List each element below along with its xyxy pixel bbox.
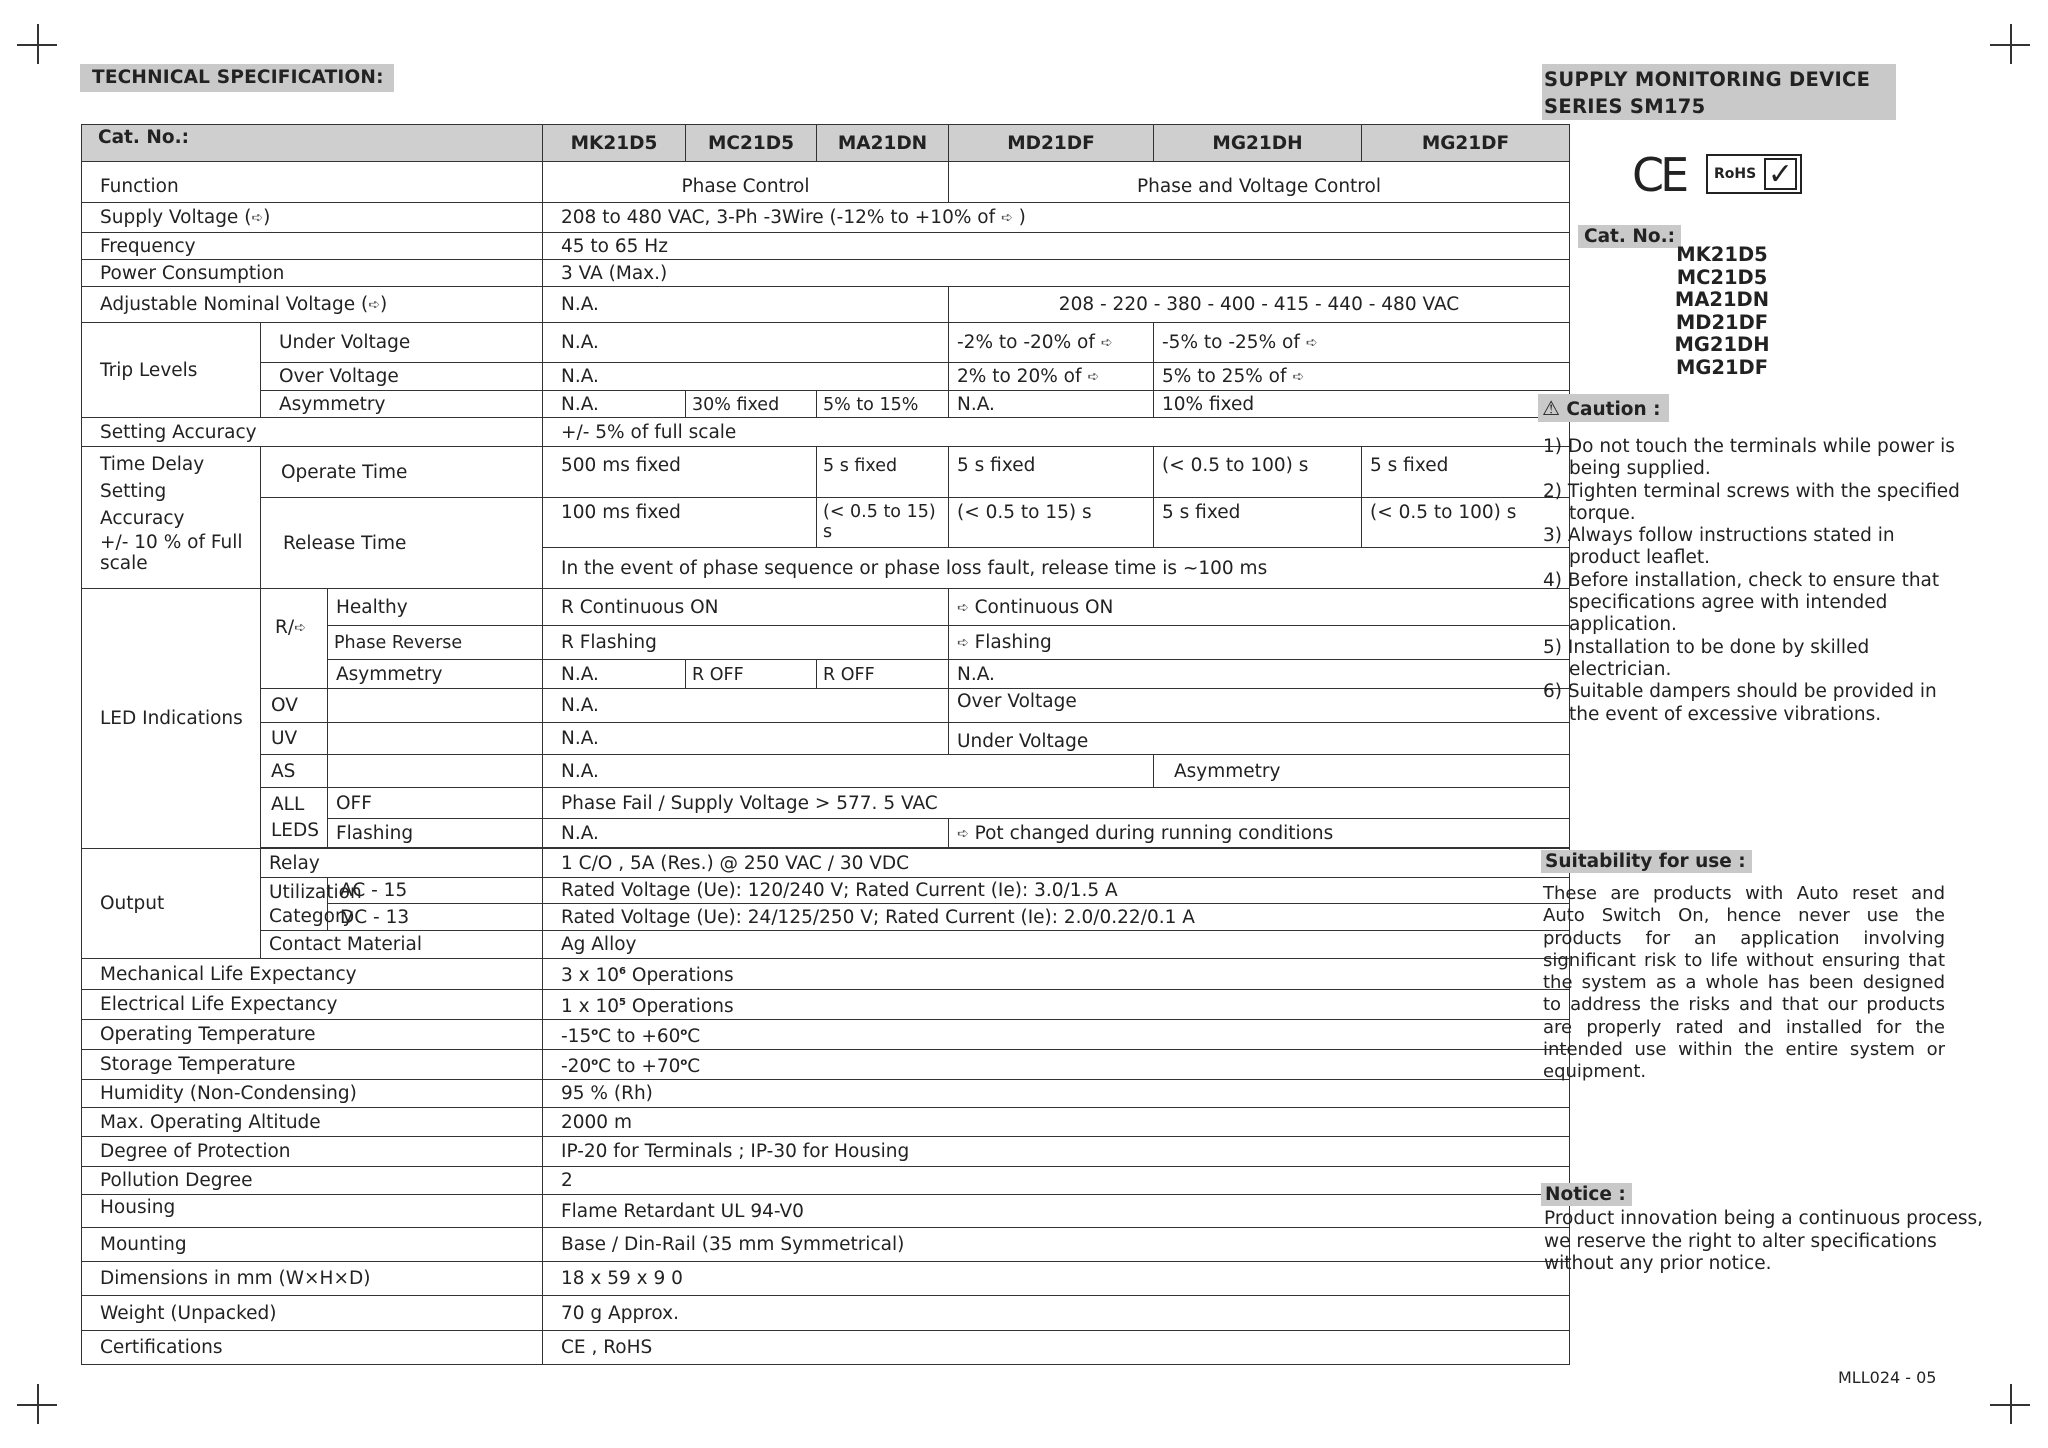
cell: 30% fixed [686, 391, 817, 418]
cell: +/- 5% of full scale [543, 418, 1570, 447]
table-row [82, 589, 1570, 626]
cell: -15$^o$C to $+60^oC$ [543, 1020, 1570, 1050]
table-row [82, 1262, 1570, 1296]
sub-label: OV [261, 689, 328, 723]
list-item: 6) Suitable dampers should be provided in the event of excessive vibrations. [1543, 681, 1937, 725]
rohs-mark-icon [1706, 154, 1802, 194]
cell [328, 723, 543, 755]
cell: R Continuous ON [543, 589, 949, 626]
arrow-icon: ➪ [1100, 335, 1113, 351]
sub-label: Phase Reverse [328, 626, 543, 660]
table-row [82, 447, 1570, 498]
table-row [82, 1296, 1570, 1331]
cell: Asymmetry [1154, 755, 1570, 788]
cell: R OFF [686, 660, 817, 689]
model-header: MG21DF [1362, 125, 1570, 162]
row-label: Adjustable Nominal Voltage (➪) [82, 287, 543, 323]
cell: 208 to 480 VAC, 3-Ph -3Wire (-12% to +10% of ➪ ) [543, 203, 1570, 233]
cell: 2 [543, 1167, 1570, 1195]
cell: N.A. [543, 819, 949, 848]
list-item: 3) Always follow instructions stated in product leaflet. [1543, 525, 1895, 569]
sub-label: Over Voltage [261, 363, 543, 391]
sub-label: Healthy [328, 589, 543, 626]
table-row [82, 1195, 1570, 1228]
list-item: 1) Do not touch the terminals while power is being supplied. [1543, 436, 1955, 480]
sub-label: DC - 13 [328, 904, 543, 931]
sub-label: Release Time [261, 498, 543, 589]
sub-label [261, 788, 328, 848]
row-label: Mounting [82, 1228, 543, 1262]
cell: N.A. [543, 660, 686, 689]
table-row [82, 1137, 1570, 1167]
cell: N.A. [543, 689, 949, 723]
series-line-1: SUPPLY MONITORING DEVICE [1544, 68, 1871, 91]
sub-label: AC - 15 [328, 878, 543, 904]
row-label: Trip Levels [82, 323, 261, 418]
table-row [82, 878, 1570, 904]
arrow-icon: ➪ [1087, 369, 1100, 385]
row-label: LED Indications [82, 589, 261, 849]
cell: 5 s fixed [949, 447, 1154, 498]
table-row [82, 323, 1570, 363]
time-delay-label: Time Delay [100, 454, 205, 475]
utilization-label: Utilization [269, 881, 362, 903]
table-row [82, 162, 1570, 203]
row-label: Function [82, 162, 543, 203]
all-label: ALL [271, 794, 305, 815]
cell: N.A. [543, 287, 949, 323]
row-label: Mechanical Life Expectancy [82, 959, 543, 990]
row-label: Max. Operating Altitude [82, 1108, 543, 1137]
cell: 5% to 15% [817, 391, 949, 418]
cell: Phase Control [543, 162, 949, 203]
row-label: Certifications [82, 1331, 543, 1365]
row-label: Electrical Life Expectancy [82, 990, 543, 1020]
arrow-icon: ➪ [957, 599, 969, 616]
sub-label: Flashing [328, 819, 543, 848]
cell: N.A. [543, 755, 1154, 788]
cell: Ag Alloy [543, 931, 1570, 959]
sub-label: Asymmetry [328, 660, 543, 689]
arrow-icon: ➪ [1001, 210, 1013, 226]
cell: 2000 m [543, 1108, 1570, 1137]
table-row [82, 1228, 1570, 1262]
suitability-heading: Suitability for use : [1541, 850, 1752, 873]
spec-title: TECHNICAL SPECIFICATION: [80, 64, 394, 92]
cell: (< 0.5 to 100) s [1362, 498, 1570, 548]
cell: 1 C/O , 5A (Res.) @ 250 VAC / 30 VDC [543, 849, 1570, 878]
table-row [82, 363, 1570, 391]
sub-label: Contact Material [261, 931, 543, 959]
arrow-icon: ➪ [368, 297, 380, 313]
table-row [82, 849, 1570, 878]
cell [328, 755, 543, 788]
cell: Base / Din-Rail (35 mm Symmetrical) [543, 1228, 1570, 1262]
table-row [82, 260, 1570, 287]
cell: N.A. [543, 391, 686, 418]
sub-label: UV [261, 723, 328, 755]
cell: In the event of phase sequence or phase loss fault, release time is ~100 ms [543, 548, 1570, 589]
table-row [82, 723, 1570, 755]
cell: ➪ Flashing [949, 626, 1570, 660]
list-item: MC21D5 [1676, 265, 1768, 289]
cell: 1 x $10^5$ Operations [543, 990, 1570, 1020]
notice-heading: Notice : [1541, 1183, 1632, 1206]
warning-icon: ⚠ [1542, 396, 1560, 420]
model-header: MD21DF [949, 125, 1154, 162]
cell: R Flashing [543, 626, 949, 660]
model-header: MK21D5 [543, 125, 686, 162]
cell: 100 ms fixed [543, 498, 817, 548]
model-header: MA21DN [817, 125, 949, 162]
cell: Flame Retardant UL 94-V0 [543, 1195, 1570, 1228]
cell: 3 x $10^6$ Operations [543, 959, 1570, 990]
list-item: MA21DN [1674, 288, 1770, 311]
document-code: MLL024 - 05 [1838, 1368, 1937, 1387]
cell: (< 0.5 to 100) s [1154, 447, 1362, 498]
sub-label: Operate Time [261, 447, 543, 498]
row-label: Humidity (Non-Condensing) [82, 1080, 543, 1108]
cell: N.A. [949, 391, 1154, 418]
table-row [82, 959, 1570, 990]
cell: CE , RoHS [543, 1331, 1570, 1365]
table-row [82, 755, 1570, 788]
sub-label: OFF [328, 788, 543, 819]
list-item: MK21D5 [1676, 243, 1768, 266]
suitability-text: These are products with Auto reset and Auto Switch On, hence never use the products for an application involving significant risk to life without ensuring that the system as a whole has been designed to address the risks and that our products are properly rated and installed for the intended use within the entire system or equipment. [1543, 883, 1945, 1083]
row-label: Setting Accuracy [82, 418, 543, 447]
arrow-icon: ➪ [294, 620, 306, 636]
cell: -5% to -25% of ➪ [1154, 323, 1570, 363]
cell: R OFF [817, 660, 949, 689]
table-row [82, 498, 1570, 548]
cell: Rated Voltage (Ue): 24/125/250 V; Rated Current (Ie): 2.0/0.22/0.1 A [543, 904, 1570, 931]
cell: 208 - 220 - 380 - 400 - 415 - 440 - 480 VAC [949, 287, 1570, 323]
table-row [82, 990, 1570, 1020]
cell: 10% fixed [1154, 391, 1570, 418]
model-header: MC21D5 [686, 125, 817, 162]
table-row [82, 1167, 1570, 1195]
sub-label: AS [261, 755, 328, 788]
cell: 500 ms fixed [543, 447, 817, 498]
model-header: MG21DH [1154, 125, 1362, 162]
table-row [82, 203, 1570, 233]
row-label [82, 447, 261, 589]
cell: (< 0.5 to 15) s [817, 498, 949, 548]
cell: N.A. [543, 723, 949, 755]
list-item: 4) Before installation, check to ensure that specifications agree with intended application. [1543, 569, 1940, 636]
arrow-icon: ➪ [957, 825, 969, 842]
setting-accuracy-label: Setting Accuracy [100, 481, 185, 529]
row-label: Weight (Unpacked) [82, 1296, 543, 1331]
sub-label: Under Voltage [261, 323, 543, 363]
list-item: 2) Tighten terminal screws with the specified torque. [1543, 480, 1960, 524]
cell: IP-20 for Terminals ; IP-30 for Housing [543, 1137, 1570, 1167]
category-label: Category [269, 905, 354, 927]
table-row [82, 788, 1570, 819]
cell: 5 s fixed [1362, 447, 1570, 498]
list-item: MD21DF [1675, 310, 1769, 334]
row-label: Pollution Degree [82, 1167, 543, 1195]
cat-no-label: Cat. No.: [82, 125, 543, 162]
table-row [82, 391, 1570, 418]
caution-heading: ⚠ Caution : [1538, 394, 1669, 422]
cell: ➪ Continuous ON [949, 589, 1570, 626]
cell: Rated Voltage (Ue): 120/240 V; Rated Current (Ie): 3.0/1.5 A [543, 878, 1570, 904]
arrow-icon: ➪ [1305, 335, 1318, 351]
row-label: Housing [82, 1195, 543, 1228]
cat-no-label: Cat. No.: [1578, 225, 1681, 248]
table-row [82, 1080, 1570, 1108]
spec-table [81, 124, 1570, 1365]
cell: Over Voltage [949, 689, 1570, 723]
ce-mark-icon: CE [1632, 148, 1686, 202]
row-label: Storage Temperature [82, 1050, 543, 1080]
cell: ➪ Pot changed during running conditions [949, 819, 1570, 848]
cell: 3 VA (Max.) [543, 260, 1570, 287]
row-label: Output [82, 849, 261, 959]
series-title [1542, 64, 1896, 120]
series-line-2: SERIES SM175 [1544, 95, 1706, 118]
cell: 70 g Approx. [543, 1296, 1570, 1331]
sub-label: Relay [261, 849, 543, 878]
cell: N.A. [543, 323, 949, 363]
sub-label: R/➪ [261, 589, 328, 689]
caution-list [1543, 436, 1963, 726]
table-row [82, 287, 1570, 323]
row-label: Power Consumption [82, 260, 543, 287]
table-row [82, 418, 1570, 447]
cell: 5% to 25% of ➪ [1154, 363, 1570, 391]
rohs-label: RoHS [1714, 166, 1757, 182]
notice-text: Product innovation being a continuous process, we reserve the right to alter specifications without any prior notice. [1544, 1208, 1984, 1274]
cell: 5 s fixed [1154, 498, 1362, 548]
cell: 45 to 65 Hz [543, 233, 1570, 260]
cell: Under Voltage [949, 723, 1570, 755]
cell: Phase Fail / Supply Voltage > 577. 5 VAC [543, 788, 1570, 819]
sub-label [261, 878, 362, 931]
row-label: Dimensions in mm (W×H×D) [82, 1262, 543, 1296]
cell: 2% to 20% of ➪ [949, 363, 1154, 391]
cell: 95 % (Rh) [543, 1080, 1570, 1108]
cell [328, 689, 543, 723]
table-row [82, 233, 1570, 260]
table-row [82, 931, 1570, 959]
table-row [82, 1020, 1570, 1050]
row-label: Operating Temperature [82, 1020, 543, 1050]
table-row [82, 1050, 1570, 1080]
arrow-icon: ➪ [957, 635, 969, 651]
table-row [82, 1331, 1570, 1365]
cell: N.A. [543, 363, 949, 391]
arrow-icon: ➪ [1292, 369, 1305, 385]
table-header-row [82, 125, 1570, 162]
cell: N.A. [949, 660, 1570, 689]
checkmark-icon: ✓ [1764, 158, 1797, 190]
table-row [82, 689, 1570, 723]
sub-label: Asymmetry [261, 391, 543, 418]
cell: (< 0.5 to 15) s [949, 498, 1154, 548]
tolerance-label: +/- 10 % of Full scale [100, 532, 243, 574]
leds-label: LEDS [271, 820, 319, 841]
row-label: Frequency [82, 233, 543, 260]
list-item: MG21DH [1674, 333, 1770, 356]
cell: 5 s fixed [817, 447, 949, 498]
cat-no-list [1662, 244, 1782, 379]
list-item: 5) Installation to be done by skilled electrician. [1543, 636, 1870, 680]
cell: -20$^o$C to $+70^oC$ [543, 1050, 1570, 1080]
cell: 18 x 59 x 9 0 [543, 1262, 1570, 1296]
arrow-icon: ➪ [251, 210, 264, 226]
cell: -2% to -20% of ➪ [949, 323, 1154, 363]
row-label: Degree of Protection [82, 1137, 543, 1167]
cell: Phase and Voltage Control [949, 162, 1570, 203]
list-item: MG21DF [1675, 355, 1769, 379]
table-row [82, 1108, 1570, 1137]
row-label: Supply Voltage (➪) [82, 203, 543, 233]
